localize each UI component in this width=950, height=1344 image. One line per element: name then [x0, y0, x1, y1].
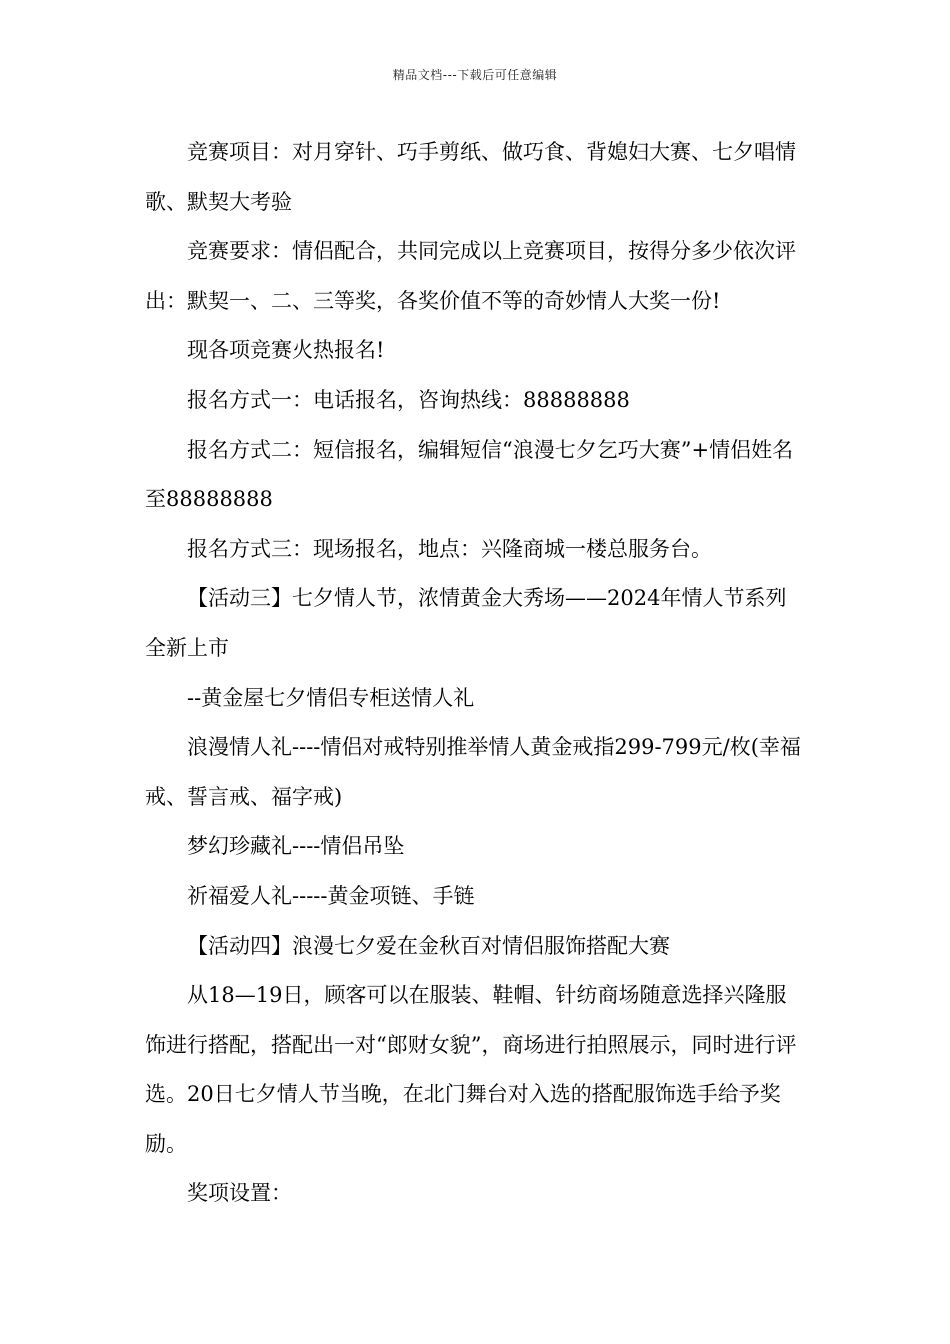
paragraph-competition-requirements: 竞赛要求：情侣配合，共同完成以上竞赛项目，按得分多少依次评出：默契一、二、三等奖，各奖价值不等的奇妙情人大奖一份!: [145, 239, 796, 313]
paragraph-activity-four-details: 从18—19日，顾客可以在服装、鞋帽、针纺商场随意选择兴隆服饰进行搭配，搭配出一对“郎财女貌”，商场进行拍照展示，同时进行评选。20日七夕情人节当晚，在北门舞台对入选的搭配服饰选手给予奖励。: [145, 983, 797, 1156]
document-body: [145, 128, 807, 1219]
paragraph-activity-four-title: 【活动四】浪漫七夕爱在金秋百对情侣服饰搭配大赛: [187, 933, 670, 958]
paragraph-registration-open: 现各项竞赛火热报名!: [187, 338, 385, 363]
paragraph-registration-sms: 报名方式二：短信报名，编辑短信“浪漫七夕乞巧大赛”+情侣姓名至88888888: [145, 437, 794, 512]
paragraph-award-settings: 奖项设置：: [187, 1181, 292, 1206]
paragraph-registration-onsite: 报名方式三：现场报名，地点：兴隆商城一楼总服务台。: [187, 536, 712, 561]
page-header: 精品文档---下载后可任意编辑: [392, 68, 558, 82]
paragraph-registration-phone: 报名方式一：电话报名，咨询热线：88888888: [187, 387, 630, 412]
paragraph-gold-house-gift: --黄金屋七夕情侣专柜送情人礼: [187, 685, 475, 710]
paragraph-dream-gift: 梦幻珍藏礼----情侣吊坠: [187, 834, 405, 859]
paragraph-blessing-gift: 祈福爱人礼-----黄金项链、手链: [187, 883, 475, 908]
paragraph-competition-items: 竞赛项目：对月穿针、巧手剪纸、做巧食、背媳妇大赛、七夕唱情歌、默契大考验: [145, 140, 796, 214]
paragraph-romantic-gift: 浪漫情人礼----情侣对戒特别推举情人黄金戒指299-799元/枚(幸福戒、誓言戒、福字戒): [145, 735, 801, 809]
paragraph-activity-three-title: 【活动三】七夕情人节，浓情黄金大秀场——2024年情人节系列全新上市: [145, 586, 787, 660]
